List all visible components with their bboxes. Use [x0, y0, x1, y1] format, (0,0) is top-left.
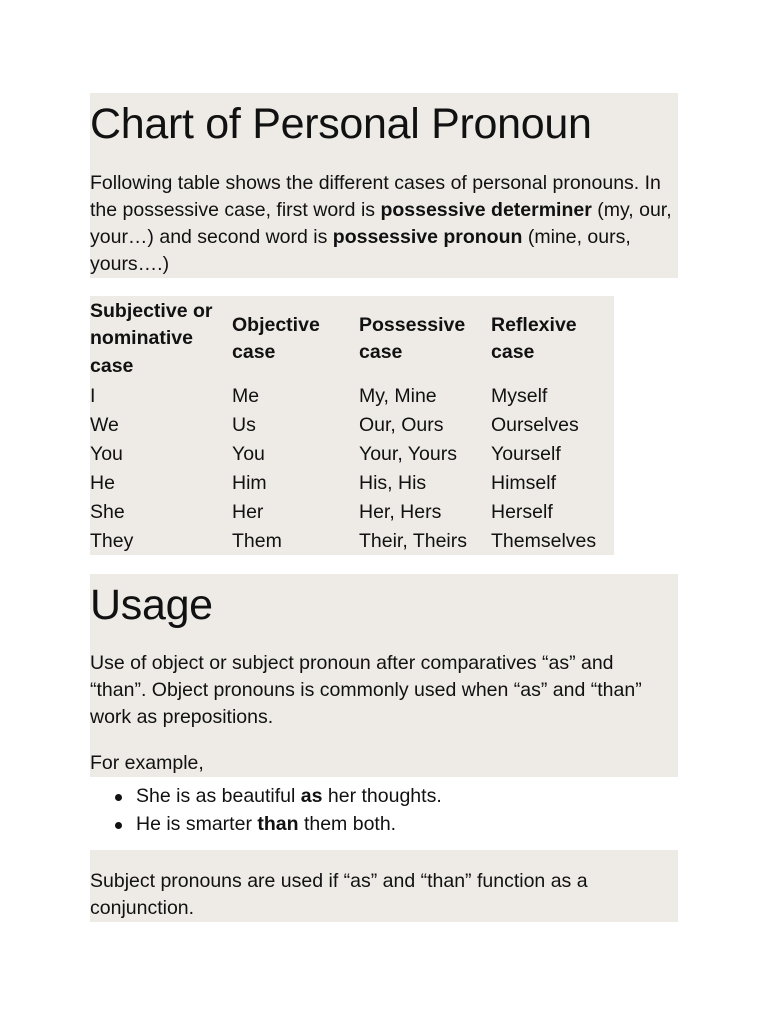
usage-heading: Usage: [90, 581, 213, 629]
usage-paragraph-2: For example,: [90, 752, 204, 774]
table-cell: Him: [232, 472, 267, 494]
header-objective: Objective case: [232, 313, 320, 363]
table-cell: Herself: [491, 501, 553, 523]
table-cell: Yourself: [491, 443, 561, 465]
example-text-after: her thoughts.: [322, 785, 442, 807]
table-header-row: [90, 296, 614, 382]
table-cell: Our, Ours: [359, 414, 444, 436]
table-cell: She: [90, 501, 125, 523]
intro-text-2: (my, our, your…) and second word is: [90, 199, 672, 248]
header-possessive: Possessive case: [359, 313, 466, 363]
table-cell: His, His: [359, 472, 427, 494]
table-cell: You: [90, 443, 123, 465]
intro-paragraph: [90, 170, 675, 278]
bullet-icon: [115, 794, 122, 801]
table-cell: He: [90, 472, 115, 494]
table-cell: They: [90, 530, 134, 552]
header-subjective: Subjective or nominative case: [90, 299, 213, 377]
intro-section: [90, 93, 678, 278]
table-cell: Me: [232, 385, 260, 407]
usage-paragraph-3: Subject pronouns are used if “as” and “than” function as a conjunction.: [90, 870, 588, 919]
table-cell: You: [232, 443, 265, 465]
table-cell: Himself: [491, 472, 557, 494]
table-cell: Themselves: [491, 530, 597, 552]
example-text-before: She is as beautiful: [136, 785, 301, 807]
example-bold: than: [257, 813, 299, 835]
table-cell: I: [90, 385, 96, 407]
table-cell: Their, Theirs: [359, 530, 468, 552]
table-cell: Ourselves: [491, 414, 579, 436]
table-row: [90, 382, 614, 411]
table-row: [90, 411, 614, 440]
table-row: [90, 469, 614, 498]
usage-section: [90, 574, 678, 922]
example-text-after: them both.: [298, 813, 397, 835]
example-list: [90, 777, 678, 850]
table-cell: My, Mine: [359, 385, 437, 407]
example-text-before: He is smarter: [136, 813, 258, 835]
table-cell: Myself: [491, 385, 548, 407]
table-cell: Her: [232, 501, 264, 523]
table-row: [90, 527, 614, 556]
header-reflexive: Reflexive case: [491, 313, 577, 363]
intro-text-3: (mine, ours, yours….): [90, 226, 631, 275]
example-bold: as: [300, 785, 323, 807]
bullet-icon: [115, 822, 122, 829]
intro-text-1: Following table shows the different cases of personal pronouns. In the possessive case, first word is: [90, 172, 661, 221]
table-row: [90, 498, 614, 527]
page-title: Chart of Personal Pronoun: [90, 100, 592, 148]
usage-paragraph-1: Use of object or subject pronoun after comparatives “as” and “than”. Object pronouns is commonly used when “as” and “than” work as prepositions.: [90, 652, 642, 728]
table-cell: Them: [232, 530, 282, 552]
table-cell: Your, Yours: [359, 443, 457, 465]
pronoun-table-container: [90, 296, 614, 555]
intro-bold-2: possessive pronoun: [332, 226, 523, 248]
table-row: [90, 440, 614, 469]
table-cell: Her, Hers: [359, 501, 442, 523]
pronoun-table: [90, 296, 614, 556]
table-cell: We: [90, 414, 119, 436]
intro-bold-1: possessive determiner: [380, 199, 592, 221]
table-cell: Us: [232, 414, 256, 436]
